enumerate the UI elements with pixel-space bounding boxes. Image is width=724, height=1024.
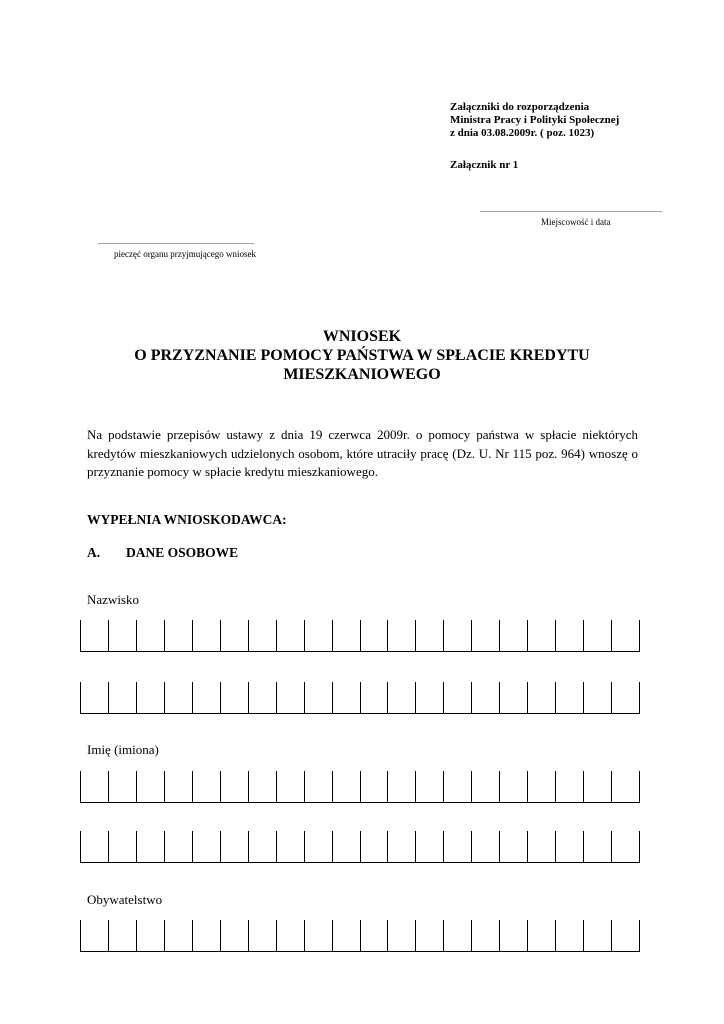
letter-box[interactable] bbox=[333, 831, 361, 862]
letter-box[interactable] bbox=[277, 620, 305, 651]
letter-box[interactable] bbox=[333, 682, 361, 713]
letter-box[interactable] bbox=[444, 620, 472, 651]
letter-box[interactable] bbox=[612, 682, 640, 713]
letter-box[interactable] bbox=[81, 682, 109, 713]
section-a-title: DANE OSOBOWE bbox=[126, 545, 239, 560]
letter-box[interactable] bbox=[416, 771, 444, 802]
letter-box[interactable] bbox=[444, 771, 472, 802]
letter-box[interactable] bbox=[109, 920, 137, 951]
intro-paragraph: Na podstawie przepisów ustawy z dnia 19 czerwca 2009r. o pomocy państwa w spłacie niektórych kredytów mieszkaniowych udzielonych osobom, które utraciły pracę (Dz. U. Nr 115 poz. 964) wnoszę o przyznanie pomocy w spłacie kredytu mieszkaniowego. bbox=[87, 427, 638, 479]
header-line-1: Załączniki do rozporządzenia bbox=[450, 101, 590, 113]
letter-box[interactable] bbox=[193, 620, 221, 651]
letter-box[interactable] bbox=[388, 920, 416, 951]
letter-box[interactable] bbox=[333, 620, 361, 651]
letter-box[interactable] bbox=[528, 831, 556, 862]
letter-box[interactable] bbox=[500, 620, 528, 651]
letter-box[interactable] bbox=[305, 682, 333, 713]
letter-box[interactable] bbox=[277, 682, 305, 713]
letter-box[interactable] bbox=[81, 831, 109, 862]
letter-box[interactable] bbox=[388, 831, 416, 862]
letter-box[interactable] bbox=[193, 831, 221, 862]
letter-box[interactable] bbox=[528, 771, 556, 802]
stamp-label: pieczęć organu przyjmującego wniosek bbox=[114, 249, 257, 259]
citizenship-label: Obywatelstwo bbox=[87, 892, 163, 907]
letter-box[interactable] bbox=[333, 771, 361, 802]
letter-box[interactable] bbox=[472, 920, 500, 951]
letter-box[interactable] bbox=[556, 831, 584, 862]
letter-box[interactable] bbox=[500, 920, 528, 951]
letter-box[interactable] bbox=[165, 620, 193, 651]
letter-box[interactable] bbox=[528, 920, 556, 951]
letter-box[interactable] bbox=[556, 771, 584, 802]
letter-box[interactable] bbox=[388, 771, 416, 802]
letter-box[interactable] bbox=[277, 771, 305, 802]
letter-box[interactable] bbox=[249, 771, 277, 802]
letter-box[interactable] bbox=[361, 682, 389, 713]
stamp-line: .............................................................................. bbox=[98, 238, 254, 246]
letter-box[interactable] bbox=[361, 831, 389, 862]
letter-box[interactable] bbox=[416, 920, 444, 951]
letter-box[interactable] bbox=[277, 920, 305, 951]
citizenship-grid-row-1[interactable] bbox=[80, 920, 640, 952]
letter-box[interactable] bbox=[109, 620, 137, 651]
letter-box[interactable] bbox=[305, 831, 333, 862]
letter-box[interactable] bbox=[500, 831, 528, 862]
letter-box[interactable] bbox=[137, 920, 165, 951]
letter-box[interactable] bbox=[333, 920, 361, 951]
annex-number: Załącznik nr 1 bbox=[450, 159, 519, 171]
letter-box[interactable] bbox=[472, 620, 500, 651]
letter-box[interactable] bbox=[249, 620, 277, 651]
header-line-2: Ministra Pracy i Polityki Społecznej bbox=[450, 114, 620, 126]
letter-box[interactable] bbox=[612, 920, 640, 951]
letter-box[interactable] bbox=[109, 682, 137, 713]
letter-box[interactable] bbox=[137, 620, 165, 651]
letter-box[interactable] bbox=[472, 831, 500, 862]
letter-box[interactable] bbox=[584, 771, 612, 802]
letter-box[interactable] bbox=[305, 620, 333, 651]
letter-box[interactable] bbox=[221, 771, 249, 802]
letter-box[interactable] bbox=[444, 682, 472, 713]
letter-box[interactable] bbox=[472, 771, 500, 802]
letter-box[interactable] bbox=[221, 682, 249, 713]
surname-grid-row-2[interactable] bbox=[80, 682, 640, 714]
fill-heading: WYPEŁNIA WNIOSKODAWCA: bbox=[87, 512, 287, 527]
letter-box[interactable] bbox=[109, 831, 137, 862]
letter-box[interactable] bbox=[388, 620, 416, 651]
letter-box[interactable] bbox=[612, 620, 640, 651]
letter-box[interactable] bbox=[81, 620, 109, 651]
letter-box[interactable] bbox=[528, 682, 556, 713]
letter-box[interactable] bbox=[81, 771, 109, 802]
letter-box[interactable] bbox=[165, 771, 193, 802]
letter-box[interactable] bbox=[556, 682, 584, 713]
letter-box[interactable] bbox=[388, 682, 416, 713]
letter-box[interactable] bbox=[221, 620, 249, 651]
letter-box[interactable] bbox=[416, 620, 444, 651]
regulation-header bbox=[450, 101, 619, 140]
letter-box[interactable] bbox=[584, 682, 612, 713]
title-line-1: WNIOSEK bbox=[322, 328, 402, 345]
letter-box[interactable] bbox=[277, 831, 305, 862]
letter-box[interactable] bbox=[137, 682, 165, 713]
letter-box[interactable] bbox=[165, 920, 193, 951]
surname-grid-row-1[interactable] bbox=[80, 620, 640, 652]
letter-box[interactable] bbox=[416, 682, 444, 713]
letter-box[interactable] bbox=[416, 831, 444, 862]
letter-box[interactable] bbox=[444, 831, 472, 862]
letter-box[interactable] bbox=[193, 920, 221, 951]
letter-box[interactable] bbox=[193, 771, 221, 802]
first-names-grid-row-1[interactable] bbox=[80, 771, 640, 803]
letter-box[interactable] bbox=[221, 831, 249, 862]
letter-box[interactable] bbox=[165, 831, 193, 862]
letter-box[interactable] bbox=[584, 920, 612, 951]
letter-box[interactable] bbox=[305, 771, 333, 802]
letter-box[interactable] bbox=[249, 920, 277, 951]
first-names-label: Imię (imiona) bbox=[87, 742, 159, 757]
header-line-3: z dnia 03.08.2009r. ( poz. 1023) bbox=[450, 127, 595, 139]
letter-box[interactable] bbox=[500, 682, 528, 713]
letter-box[interactable] bbox=[556, 920, 584, 951]
letter-box[interactable] bbox=[193, 682, 221, 713]
letter-box[interactable] bbox=[500, 771, 528, 802]
letter-box[interactable] bbox=[361, 620, 389, 651]
letter-box[interactable] bbox=[137, 771, 165, 802]
place-date-line: ........................................................................................... bbox=[480, 206, 662, 214]
letter-box[interactable] bbox=[361, 920, 389, 951]
letter-box[interactable] bbox=[165, 682, 193, 713]
section-a-letter: A. bbox=[87, 545, 101, 560]
title-line-2: O PRZYZNANIE POMOCY PAŃSTWA W SPŁACIE KREDYTU bbox=[134, 347, 590, 364]
letter-box[interactable] bbox=[584, 620, 612, 651]
letter-box[interactable] bbox=[249, 831, 277, 862]
letter-box[interactable] bbox=[444, 920, 472, 951]
letter-box[interactable] bbox=[249, 682, 277, 713]
letter-box[interactable] bbox=[221, 920, 249, 951]
surname-label: Nazwisko bbox=[87, 592, 139, 607]
letter-box[interactable] bbox=[109, 771, 137, 802]
letter-box[interactable] bbox=[361, 771, 389, 802]
letter-box[interactable] bbox=[81, 920, 109, 951]
letter-box[interactable] bbox=[612, 771, 640, 802]
letter-box[interactable] bbox=[556, 620, 584, 651]
letter-box[interactable] bbox=[612, 831, 640, 862]
letter-box[interactable] bbox=[584, 831, 612, 862]
title-line-3: MIESZKANIOWEGO bbox=[283, 366, 441, 383]
letter-box[interactable] bbox=[137, 831, 165, 862]
first-names-grid-row-2[interactable] bbox=[80, 831, 640, 863]
letter-box[interactable] bbox=[472, 682, 500, 713]
letter-box[interactable] bbox=[528, 620, 556, 651]
letter-box[interactable] bbox=[305, 920, 333, 951]
place-date-label: Miejscowość i data bbox=[541, 217, 611, 227]
